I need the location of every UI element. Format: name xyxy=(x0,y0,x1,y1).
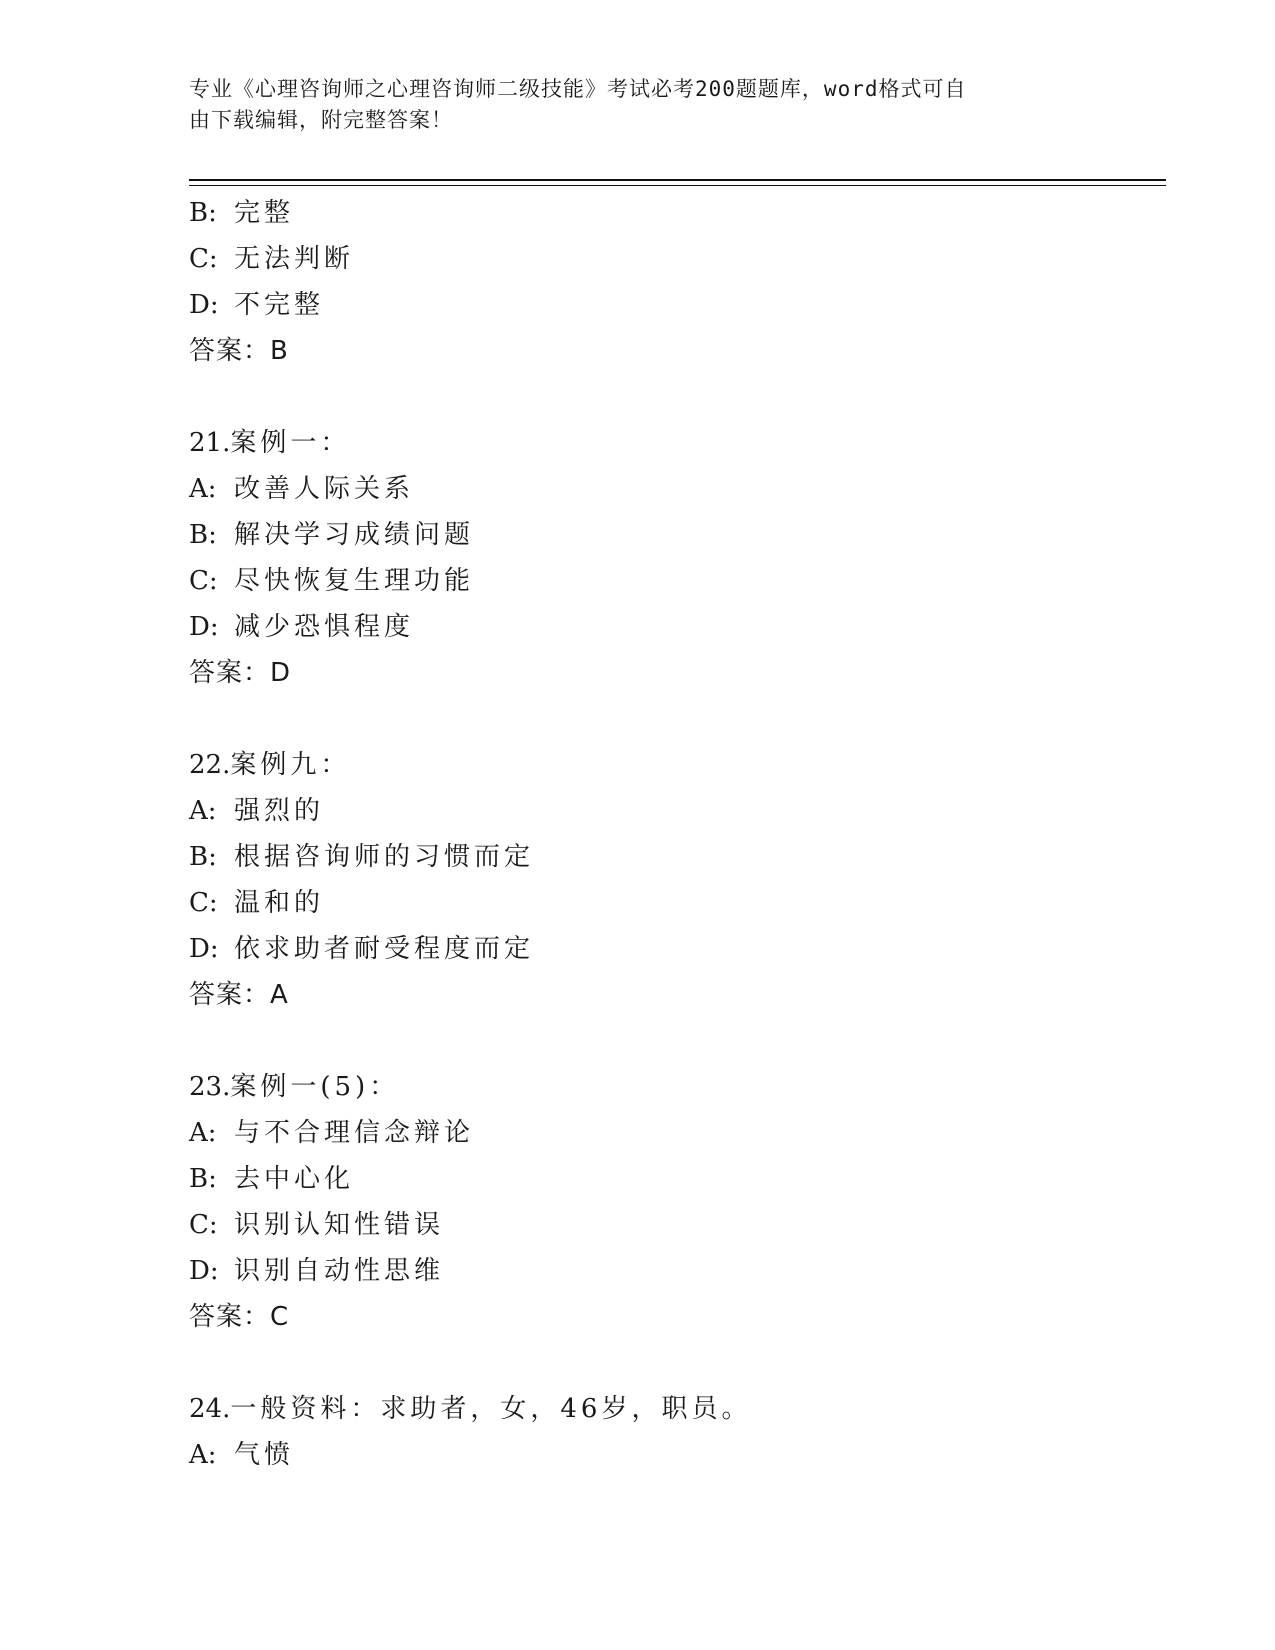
option-b xyxy=(189,512,1149,558)
question-text: 案例一(5)： xyxy=(230,1072,400,1102)
option-c xyxy=(189,880,1149,926)
option-label: A: xyxy=(189,1118,217,1148)
question-stem xyxy=(189,742,1149,788)
question-21 xyxy=(189,420,1149,696)
option-text: 无法判断 xyxy=(234,244,355,274)
option-text: 根据咨询师的习惯而定 xyxy=(234,842,535,872)
answer-line: 答案：A xyxy=(189,980,289,1010)
option-label: A: xyxy=(189,1440,217,1470)
header-rule-thick xyxy=(189,179,1166,181)
option-a xyxy=(189,1432,1149,1478)
question-stem xyxy=(189,1064,1149,1110)
option-text: 依求助者耐受程度而定 xyxy=(234,934,535,964)
option-c xyxy=(189,1202,1149,1248)
option-text: 与不合理信念辩论 xyxy=(234,1118,475,1148)
option-text: 完整 xyxy=(234,198,295,228)
option-label: D: xyxy=(189,612,219,642)
option-c xyxy=(189,558,1149,604)
option-label: B: xyxy=(189,1164,217,1194)
question-22 xyxy=(189,742,1149,1018)
option-a xyxy=(189,1110,1149,1156)
option-text: 减少恐惧程度 xyxy=(234,612,415,642)
answer-line: 答案：D xyxy=(189,658,292,688)
option-text: 识别自动性思维 xyxy=(234,1256,445,1286)
question-text: 案例一： xyxy=(230,428,351,458)
option-label: A: xyxy=(189,474,217,504)
option-text: 强烈的 xyxy=(234,796,325,826)
option-d xyxy=(189,604,1149,650)
answer-line: 答案：B xyxy=(189,336,289,366)
option-text: 尽快恢复生理功能 xyxy=(234,566,475,596)
option-text: 气愤 xyxy=(234,1440,295,1470)
question-text: 一般资料：求助者，女，46岁，职员。 xyxy=(230,1394,752,1424)
option-label: B: xyxy=(189,198,217,228)
option-b xyxy=(189,834,1149,880)
question-stem xyxy=(189,1386,1149,1432)
option-label: A: xyxy=(189,796,217,826)
option-d xyxy=(189,1248,1149,1294)
option-label: D: xyxy=(189,290,219,320)
option-c xyxy=(189,236,1149,282)
option-d xyxy=(189,282,1149,328)
option-text: 改善人际关系 xyxy=(234,474,415,504)
option-label: B: xyxy=(189,520,217,550)
option-a xyxy=(189,788,1149,834)
option-label: C: xyxy=(189,244,218,274)
question-number: 21. xyxy=(189,428,231,458)
option-label: D: xyxy=(189,934,219,964)
option-label: C: xyxy=(189,566,218,596)
option-text: 识别认知性错误 xyxy=(234,1210,445,1240)
document-header xyxy=(189,74,1069,136)
option-label: D: xyxy=(189,1256,219,1286)
option-d xyxy=(189,926,1149,972)
option-text: 解决学习成绩问题 xyxy=(234,520,475,550)
question-list xyxy=(189,190,1149,1478)
question-24 xyxy=(189,1386,1149,1478)
header-line-2: 由下载编辑，附完整答案！ xyxy=(189,108,453,132)
header-rule-thin xyxy=(189,185,1166,186)
header-line-1: 专业《心理咨询师之心理咨询师二级技能》考试必考200题题库，word格式可自 xyxy=(189,77,967,101)
option-label: B: xyxy=(189,842,217,872)
question-number: 23. xyxy=(189,1072,231,1102)
option-label: C: xyxy=(189,888,218,918)
question-number: 22. xyxy=(189,750,231,780)
question-text: 案例九： xyxy=(230,750,351,780)
option-b xyxy=(189,1156,1149,1202)
answer-line: 答案：C xyxy=(189,1302,290,1332)
option-label: C: xyxy=(189,1210,218,1240)
question-23 xyxy=(189,1064,1149,1340)
option-text: 去中心化 xyxy=(234,1164,355,1194)
partial-question xyxy=(189,190,1149,374)
option-a xyxy=(189,466,1149,512)
question-stem xyxy=(189,420,1149,466)
question-number: 24. xyxy=(189,1394,231,1424)
option-b xyxy=(189,190,1149,236)
option-text: 温和的 xyxy=(234,888,325,918)
option-text: 不完整 xyxy=(234,290,325,320)
